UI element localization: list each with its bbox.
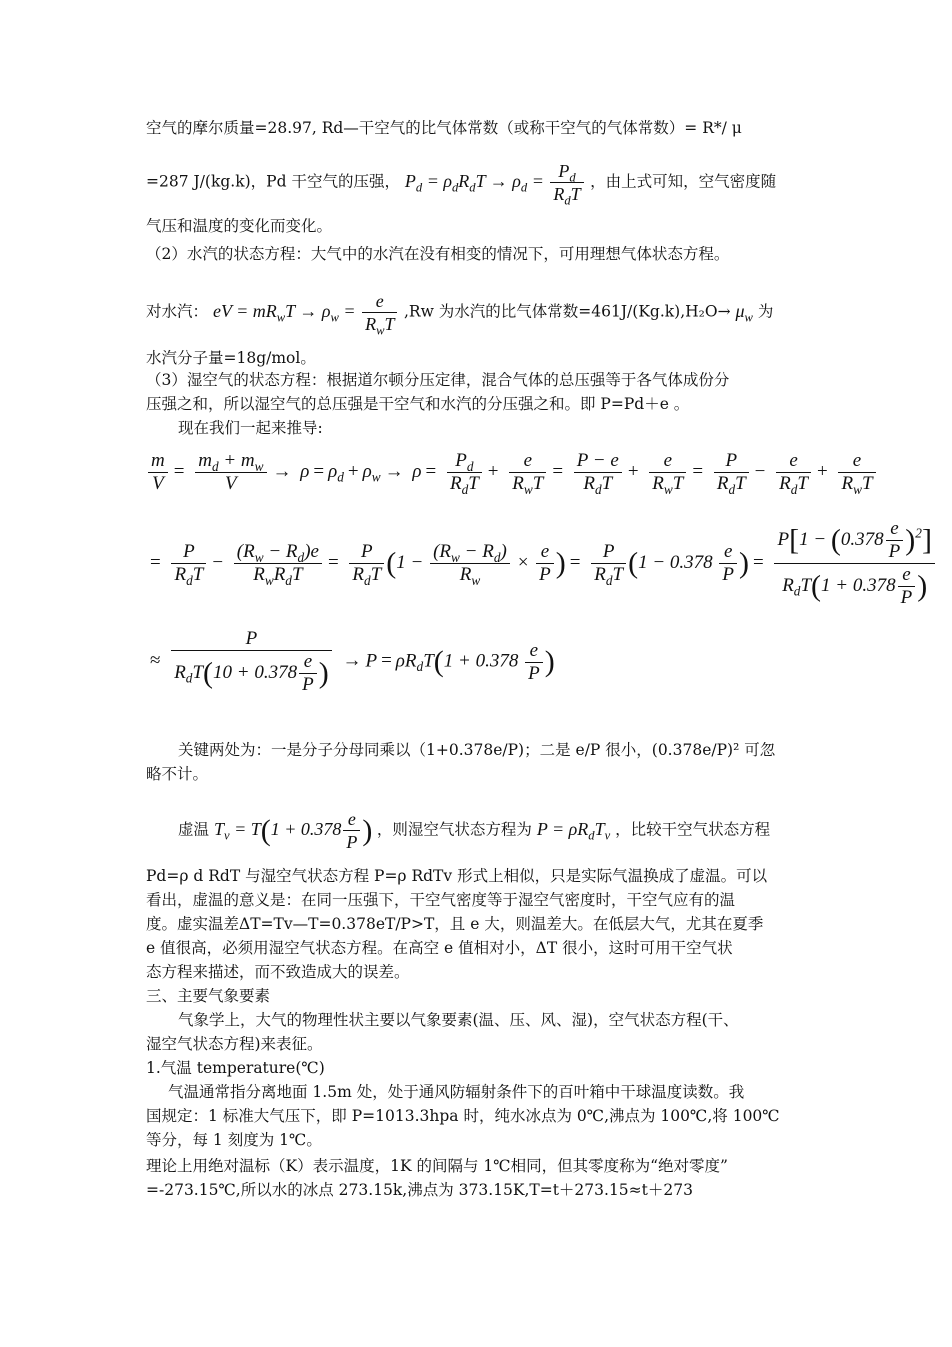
text-line: 压强之和，所以湿空气的总压强是干空气和水汽的分压强之和。即 P=Pd＋e 。 [146,395,690,413]
text-fragment: 对水汽： [146,302,209,321]
text-line [146,160,812,208]
text-line: 态方程来描述，而不致造成大的误差。 [146,963,410,981]
subsection-heading: 1.气温 temperature(℃) [146,1059,325,1077]
text-line: Pd=ρ d RdT 与湿空气状态方程 P=ρ RdTv 形式上相似，只是实际气温换成了虚温。可以 [146,867,768,885]
text-line: =-273.15℃,所以水的冰点 273.15k,沸点为 373.15K,T=t＋273.15≈t＋273 [146,1181,693,1199]
text-line: 国规定：1 标准大气压下，即 P=1013.3hpa 时，纯水冰点为 0℃,沸点为 100℃,将 100℃ [146,1107,780,1125]
derivation-line-1: $\frac{m}{V}$ = $\frac{m_d + m_w}{V}$ → $\rho = \rho_d + \rho_w \to \rho$ = $\frac{P_d}{R_dT}$ + $\frac{e}{R_wT}$ = $\frac{P - e}{R_dT}$ + $\frac{e}{R_wT}$ = $\frac{P}{R_dT}$ − $\frac{e}{R_dT}$ + $\frac{e}{R_wT}$ [146,450,878,495]
section-heading: 三、主要气象要素 [146,987,271,1005]
derivation-line-2: = $\frac{P}{R_dT}$ − $\frac{(R_w - R_d)e}{R_wR_dT}$ = $\frac{P}{R_dT}$ (1 − $\frac{(R_w - R_d)}{R_w}$ × $\frac{e}{P}$ ) = $\frac{P}{R_dT}$ (1 − 0.378 $\frac{e}{P}$ ) = P[1 − (0.378 $\frac{e}{P}$ )$^2$] $R_dT(1 + 0.378$ $\frac{e}{P}$ ) [146,518,937,609]
text-line: 空气的摩尔质量=28.97, Rd—干空气的比气体常数（或称干空气的气体常数）= R*/ μ [146,119,742,137]
text-line: 关键两处为：一是分子分母同乘以（1+0.378e/P)；二是 e/P 很小，(0.378e/P)² 可忽 [178,741,776,759]
virtual-temp-formula: $T_v = T(1 + 0.378$ $\frac{e}{P}$ ) [213,809,373,852]
text-fragment: =287 J/(kg.k)，Pd 干空气的压强， [146,172,400,191]
text-line: 度。虚实温差ΔT=Tv—T=0.378eT/P>T，且 e 大，则温差大。在低层大气，尤其在夏季 [146,915,764,933]
text-line: 水汽分子量=18g/mol。 [146,349,316,367]
text-line: 略不计。 [146,765,209,783]
text-line: 湿空气状态方程)来表征。 [146,1035,323,1053]
text-fragment: ，比较干空气状态方程 [615,820,771,839]
text-line: 等分，每 1 刻度为 1℃。 [146,1131,322,1149]
text-line: （2）水汽的状态方程：大气中的水汽在没有相变的情况下，可用理想气体状态方程。 [146,245,730,263]
derivation-line-3: ≈ P $R_dT(10 + 0.378$ $\frac{e}{P}$ ) → $P = \rho R_dT(1 + 0.378$ $\frac{e}{P}$ ) [150,628,555,695]
text-line: （3）湿空气的状态方程：根据道尔顿分压定律，混合气体的总压强等于各气体成份分 [146,371,730,389]
text-line: 气温通常指分离地面 1.5m 处，处于通风防辐射条件下的百叶箱中干球温度读数。我 [168,1083,745,1101]
text-line [146,290,812,338]
text-line: e 值很高，必须用湿空气状态方程。在高空 e 值相对小，ΔT 很小，这时可用干空气状 [146,939,733,957]
mu-symbol: $\mu_w$ [735,300,753,325]
vapor-formula: eV = $mR_wT \to \rho_w$ = $\frac{e}{R_wT}$ [213,301,404,321]
text-fragment: 为 [757,302,774,321]
text-line: 气压和温度的变化而变化。 [146,217,333,235]
text-line: 现在我们一起来推导: [178,419,323,437]
moist-state-formula: $P = \rho R_dT_v$ [536,818,611,843]
text-line: 气象学上，大气的物理性状主要以气象要素(温、压、风、湿)，空气状态方程(干、 [178,1011,739,1029]
text-line [178,808,812,853]
text-line: 看出，虚温的意义是：在同一压强下，干空气密度等于湿空气密度时，干空气应有的温 [146,891,736,909]
text-fragment: ，则湿空气状态方程为 [376,820,532,839]
text-fragment: ,Rw 为水汽的比气体常数=461J/(Kg.k),H₂O→ [403,302,731,321]
density-formula: $P_d = \rho_dR_dT \to \rho_d$ = $\frac{P_d}{R_dT}$ [405,171,590,191]
text-line: 理论上用绝对温标（K）表示温度，1K 的间隔与 1℃相同，但其零度称为“绝对零度” [146,1157,728,1175]
text-fragment: ，由上式可知，空气密度随 [590,172,777,191]
text-fragment: 虚温 [178,820,210,839]
